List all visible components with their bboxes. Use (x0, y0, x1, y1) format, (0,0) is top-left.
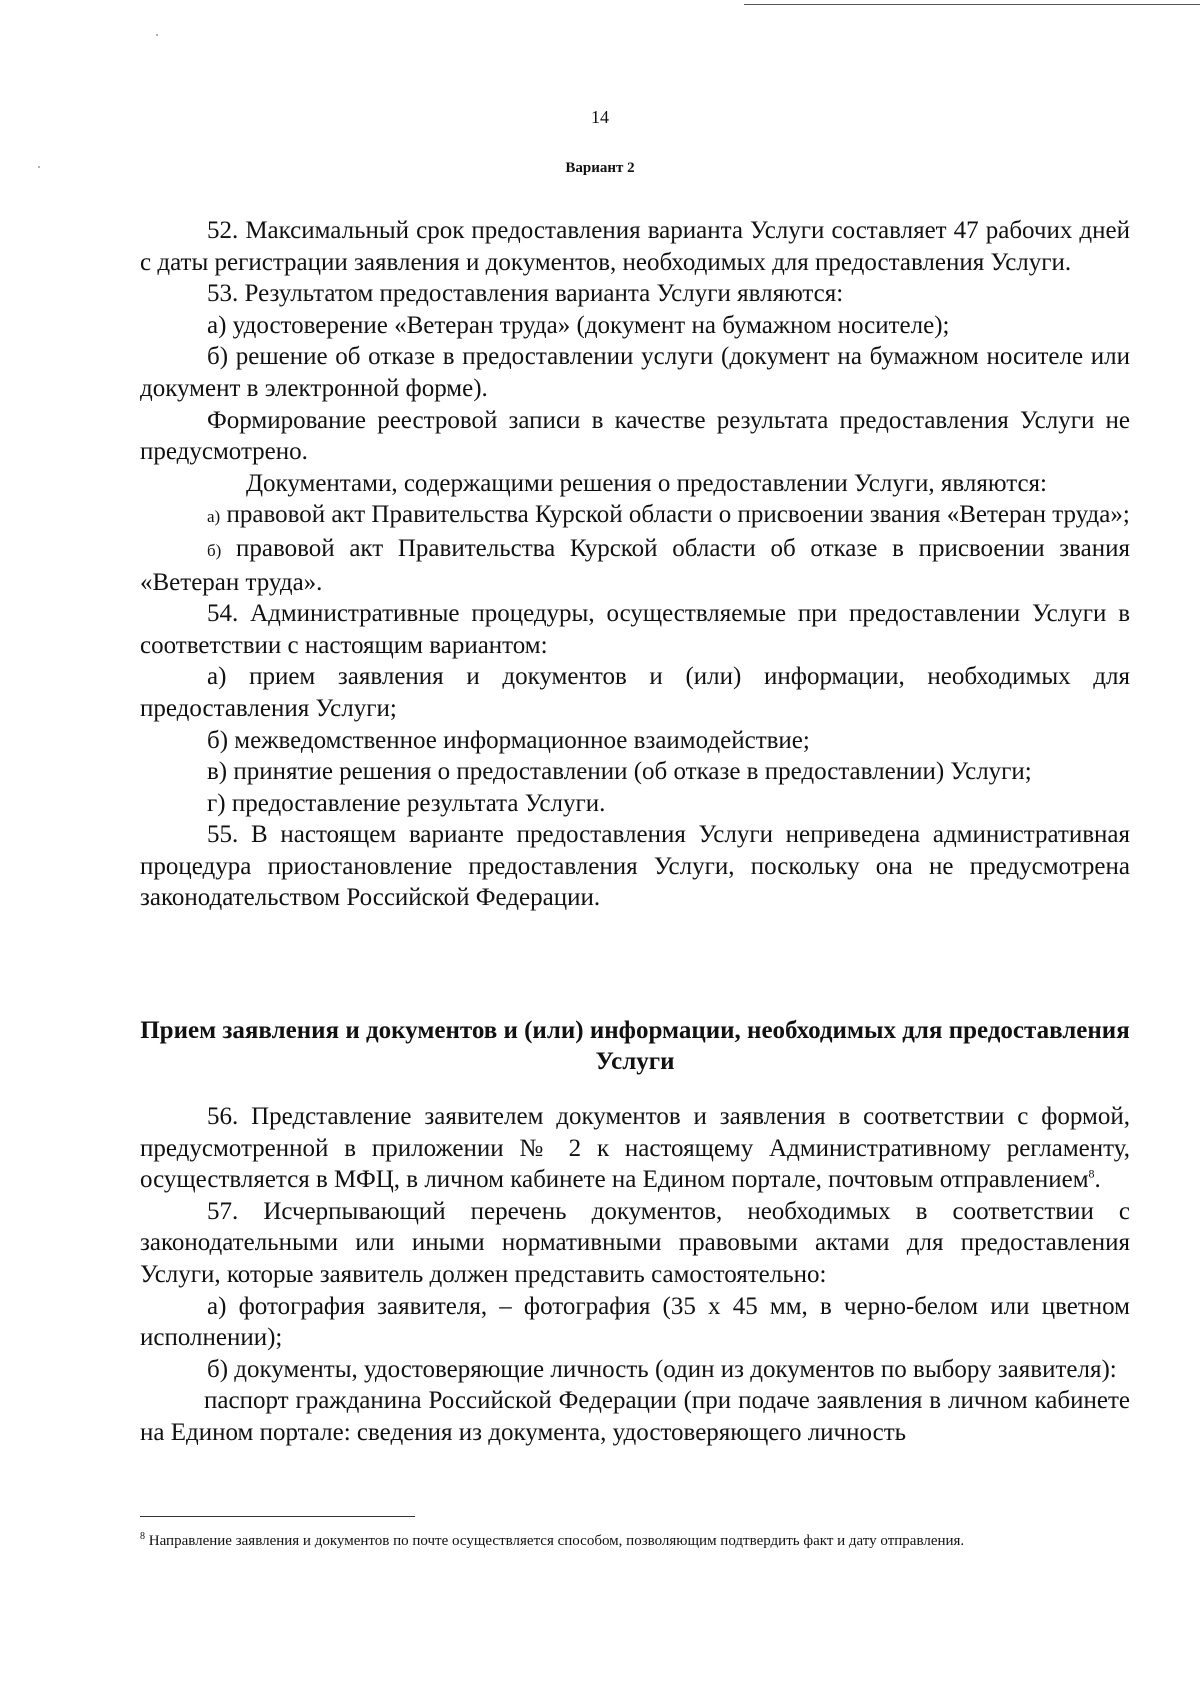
body-text-bottom (140, 1101, 1130, 1449)
footnote-separator (140, 1516, 415, 1517)
footnote (140, 1524, 1130, 1554)
page-number: 14 (591, 107, 609, 127)
section-heading: Прием заявления и документов и (или) информации, необходимых для предоставления Услуги (140, 1017, 1130, 1075)
scan-speck (156, 34, 158, 36)
item-54-v: в) принятие решения о предоставлении (об отказе в предоставлении) Услуги; (207, 758, 1032, 786)
paragraph-52: 52. Максимальный срок предоставления варианта Услуги составляет 47 рабочих дней с даты регистрации заявления и документов, необходимых для предоставления Услуги. (140, 217, 1130, 276)
item-53-a: а) удостоверение «Ветеран труда» (документ на бумажном носителе); (207, 311, 950, 339)
paragraph-57: 57. Исчерпывающий перечень документов, необходимых в соответствии с законодательными или иными нормативными правовыми актами для предоставления Услуги, которые заявитель должен представить самостоятельно: (140, 1197, 1130, 1288)
item-57-a: а) фотография заявителя, – фотография (35 х 45 мм, в черно-белом или цветном исполнении); (140, 1292, 1130, 1352)
variant-label: Вариант 2 (565, 160, 635, 176)
paragraph-54: 54. Административные процедуры, осуществляемые при предоставлении Услуги в соответствии с настоящим вариантом: (140, 600, 1130, 659)
passport-paragraph: паспорт гражданина Российской Федерации (при подаче заявления в личном кабинете на Едином портале: сведения из документа, удостоверяющего личность (140, 1387, 1130, 1446)
item-57-b: б) документы, удостоверяющие личность (один из документов по выбору заявителя): (207, 1355, 1117, 1383)
item-53-b: б) решение об отказе в предоставлении услуги (документ на бумажном носителе или документ в электронной форме). (140, 343, 1130, 402)
footnote-number: 8 (140, 1531, 145, 1542)
list-marker: б) (207, 540, 222, 560)
decision-document-a: а) правовой акт Правительства Курской области о присвоении звания «Ветеран труда»; (207, 501, 1130, 529)
decision-document-b: б) правовой акт Правительства Курской области об отказе в присвоении звания «Ветеран труда». (140, 534, 1130, 596)
item-54-g: г) предоставление результата Услуги. (207, 789, 606, 817)
decision-documents-paragraph: Документами, содержащими решения о предоставлении Услуги, являются: (246, 469, 1047, 497)
paragraph-56: 56. Представление заявителем документов и заявления в соответствии с формой, предусмотренной в приложении № 2 к настоящему Административному регламенту, осуществляется в МФЦ, в личном кабинете на Едином портале, почтовым отправлением$^8$. (140, 1103, 1130, 1194)
footnote-text: Направление заявления и документов по почте осуществляется способом, позволяющим подтвердить факт и дату отправления. (148, 1533, 965, 1549)
list-marker: а) (207, 507, 221, 527)
body-text-top (140, 215, 1130, 914)
item-54-b: б) межведомственное информационное взаимодействие; (207, 726, 810, 754)
scan-edge-line (744, 4, 1200, 5)
item-54-a: а) прием заявления и документов и (или) информации, необходимых для предоставления Услуги; (140, 663, 1130, 722)
registry-record-paragraph: Формирование реестровой записи в качестве результата предоставления Услуги не предусмотрено. (140, 406, 1130, 466)
footnote-ref: 8 (1088, 1166, 1095, 1181)
paragraph-55: 55. В настоящем варианте предоставления Услуги неприведена административная процедура приостановление предоставления Услуги, поскольку она не предусмотрена законодательством Российской Федерации. (140, 821, 1130, 912)
paragraph-53: 53. Результатом предоставления варианта Услуги являются: (207, 280, 844, 308)
